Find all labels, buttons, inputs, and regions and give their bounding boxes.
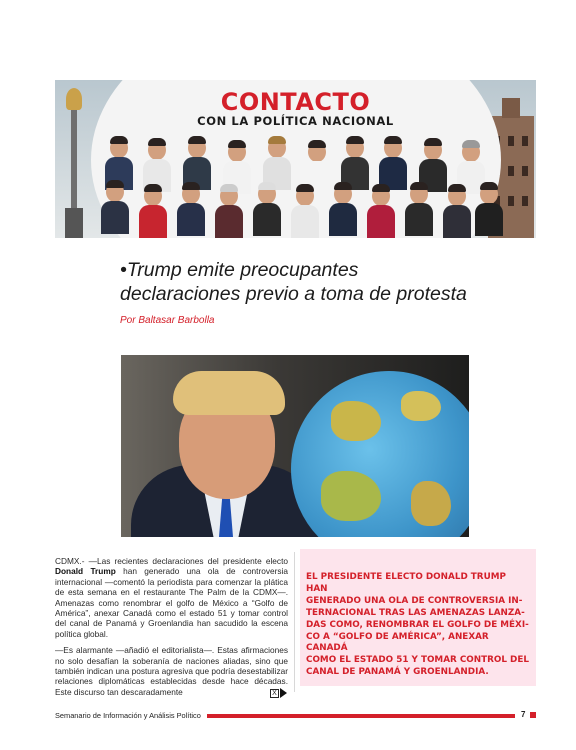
- page-marker-square: [530, 712, 536, 718]
- column-divider: [294, 552, 295, 692]
- footer-publication: Semanario de Información y Análisis Político: [55, 711, 201, 720]
- headline-line-1: •Trump emite preocupantes: [120, 259, 359, 281]
- continue-arrow-icon: [280, 688, 287, 698]
- masthead-banner: [55, 80, 536, 238]
- continue-marker: [270, 688, 287, 698]
- article-byline: Por Baltasar Barbolla: [120, 315, 215, 326]
- continue-box-icon: X: [270, 689, 279, 698]
- highlighted-name: Donald Trump: [55, 566, 116, 577]
- footer-rule: [207, 714, 515, 718]
- article-headline: [120, 258, 520, 306]
- banner-tagline: CON LA POLÍTICA NACIONAL: [197, 114, 394, 128]
- trump-globe-photo: [121, 355, 469, 537]
- article-body: [55, 556, 288, 703]
- page-number: 7: [521, 710, 526, 719]
- article-paragraph-1: CDMX.- —Las recientes declaraciones del presidente electo Donald Trump han generado una ola de controversia internacional —comentó la periodista para comenzar la plática de esta semana en el restaurante The Palm de la CDMX—. Amenazas como renombrar el golfo de México a “Golfo de América”, anexar Canadá como el estado 51 y tomar control del canal de Panamá y Groenlandia han sacudido la escena política global.: [55, 556, 288, 639]
- contacto-logo: CONTACTO: [220, 88, 371, 116]
- headline-line-2: declaraciones previo a toma de protesta: [120, 283, 467, 305]
- article-paragraph-2: —Es alarmante —añadió el editorialista—. Estas afirmaciones no solo desafían la soberanía de naciones aliadas, sino que también indican una postura agresiva que podría desestabilizar relaciones diplomáticas establecidas desde hace décadas. Este discurso tan descaradamente: [55, 645, 288, 697]
- pull-quote-box: [300, 549, 536, 686]
- pull-quote-text: EL PRESIDENTE ELECTO DONALD TRUMP HAN GENERADO UNA OLA DE CONTROVERSIA IN- TERNACIONAL TRAS LAS AMENAZAS LANZA- DAS COMO, RENOMBRAR EL GOLFO DE MÉXI- CO A “GOLFO DE AMÉRICA”, ANEXAR CANADÁ COMO EL ESTADO 51 Y TOMAR CONTROL DEL CANAL DE PANAMÁ Y GROENLANDIA.: [306, 572, 529, 678]
